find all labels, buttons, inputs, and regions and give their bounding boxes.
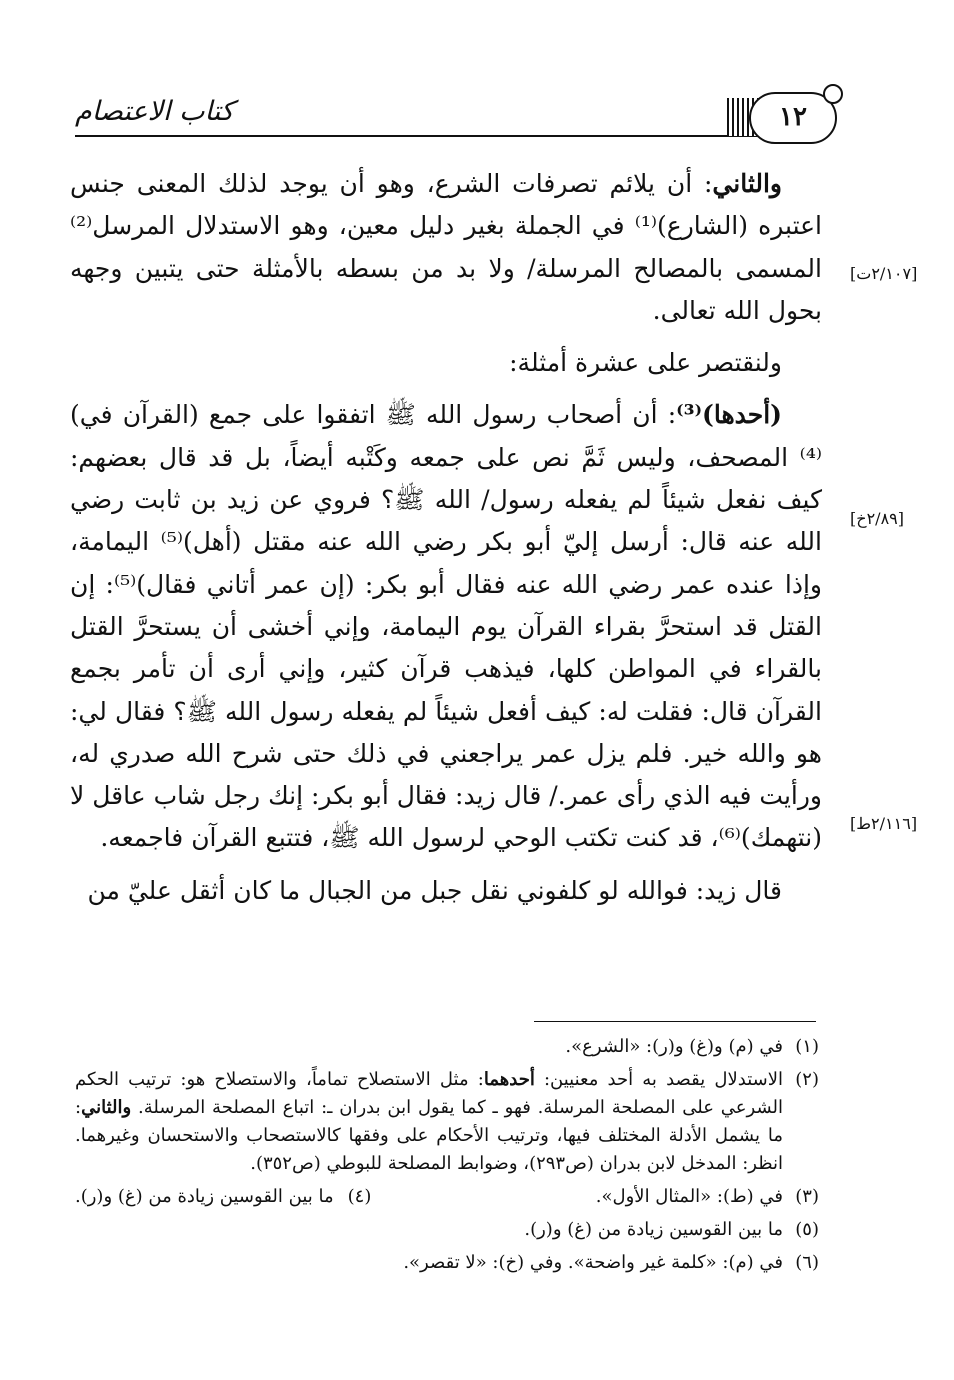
paragraph-label: والثاني (712, 169, 782, 198)
footnote-separator (534, 1021, 816, 1022)
footnote-4 (75, 1183, 371, 1211)
footnote-label: والثاني (81, 1097, 132, 1118)
footnote-6 (75, 1249, 819, 1277)
paragraph-text: : أن أصحاب رسول الله ﷺ اتفقوا على جمع (القرآن في)⁽⁴⁾ المصحف، وليس ثَمَّ نص على جمعه وكَتْبه أيضاً، بل قد قال بعضهم: كيف نفعل شيئاً لم يفعله رسول/ الله ﷺ؟ فروي عن زيد بن ثابت رضي الله عنه قال: أرسل إليّ أبو بكر رضي الله عنه مقتل (أهل)⁽⁵⁾ اليمامة، وإذا عنده عمر رضي الله عنه فقال أبو بكر: (إن عمر أتاني فقال)⁽⁵⁾: إن القتل قد استحرَّ بقراء القرآن يوم اليمامة، وإني أخشى أن يستحرَّ القتل بالقراء في المواطن كلها، فيذهب قرآن كثير، وإني أرى أن تأمر بجمع القرآن قال: فقلت له: كيف أفعل شيئاً لم يفعله رسول الله ﷺ؟ فقال لي: هو والله خير. فلم يزل عمر يراجعني في ذلك حتى شرح الله صدري له، ورأيت فيه الذي رأى عمر./ قال زيد: فقال أبو بكر: إنك رجل شاب عاقل لا (نتهمك)⁽⁶⁾، قد كنت تكتب الوحي لرسول الله ﷺ، فتتبع القرآن فاجمعه. (70, 400, 822, 853)
paragraph-text: : أن يلائم تصرفات الشرع، وهو أن يوجد لذلك المعنى جنس اعتبره (الشارع)⁽¹⁾ في الجملة بغير دليل معين، وهو الاستدلال المرسل⁽²⁾ المسمى بالمصالح المرسلة/ ولا بد من بسطه بالأمثلة حتى يتبين وجهه بحول الله تعالى. (70, 169, 822, 325)
page-header (75, 88, 827, 148)
book-title: كتاب الاعتصام (75, 96, 234, 127)
badge-curl-ornament (823, 84, 843, 104)
footnote-1 (75, 1033, 819, 1061)
footnote-label: أحدهما (483, 1069, 535, 1090)
footnotes (75, 1033, 819, 1282)
page-number-badge (749, 92, 837, 144)
footnote-number: (٤) (347, 1186, 372, 1207)
paragraph-second-condition (70, 163, 822, 332)
footnote-number: (١) (795, 1036, 819, 1057)
paragraph-examples-intro: ولنقتصر على عشرة أمثلة: (509, 348, 782, 378)
footnote-number: (٢) (795, 1069, 819, 1090)
footnote-text: : مثل الاستصلاح تماماً، والاستصلاح هو: ترتيب الحكم الشرعي على المصلحة المرسلة. فهو ـ كما يقول ابن بدران ـ: اتباع المصلحة المرسلة. (75, 1069, 783, 1118)
footnote-2 (75, 1066, 819, 1178)
margin-ref-ta: [٢/١١٦ط] (850, 814, 918, 833)
footnote-3-4 (75, 1183, 819, 1211)
margin-ref-t: [٢/١٠٧ت] (850, 264, 918, 283)
footnote-number: (٣) (795, 1186, 819, 1207)
paragraph-zaid-quote: قال زيد: فوالله لو كلفوني نقل جبل من الجبال ما كان أثقل عليّ من (87, 875, 782, 905)
page-number: ١٢ (779, 102, 807, 132)
footnote-3-text: في (ط): «المثال الأول». (595, 1186, 783, 1207)
footnote-text: : ما يشمل الأدلة المختلف فيها، وترتيب الأحكام على وفقها كالاستصحاب والاستحسان وغيرهما. انظر: المدخل لابن بدران (ص٢٩٣)، وضوابط المصلحة للبوطي (ص٣٥٢). (75, 1097, 783, 1174)
footnote-number: (٥) (795, 1219, 819, 1240)
footnote-text: ما بين القوسين زيادة من (غ) و(ر). (524, 1219, 783, 1240)
footnote-5 (75, 1216, 819, 1244)
footnote-number: (٦) (795, 1252, 819, 1273)
paragraph-first-example (70, 394, 822, 859)
footnote-text: في (م) و(غ) و(ر): «الشرع». (565, 1036, 783, 1057)
margin-ref-kh: [٢/٨٩خ] (850, 509, 904, 528)
main-text (70, 163, 822, 912)
footnote-text: الاستدلال يقصد به أحد معنيين: (534, 1069, 783, 1090)
footnote-text: في (م): «كلمة غير واضحة». وفي (خ): «لا تقصر». (403, 1252, 783, 1273)
paragraph-label: (أحدها)⁽³⁾ (676, 400, 782, 430)
footnote-4-text: ما بين القوسين زيادة من (غ) و(ر). (75, 1186, 334, 1207)
header-rule (75, 135, 827, 137)
